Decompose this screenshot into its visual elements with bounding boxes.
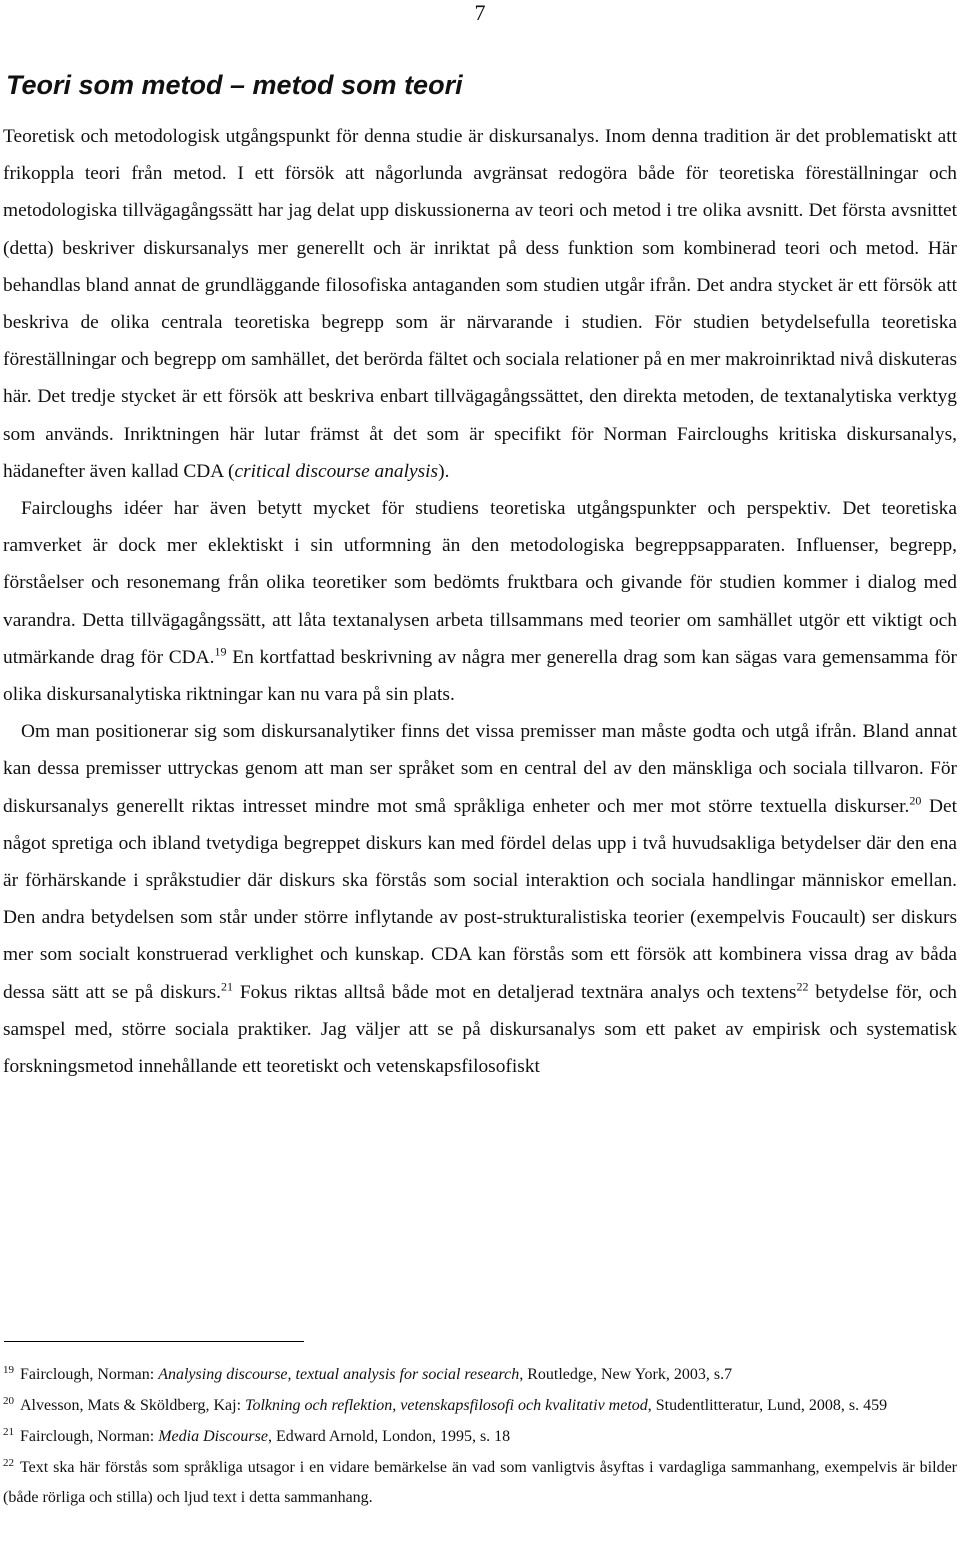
paragraph-2 [3, 490, 957, 713]
paragraph-3-text-2: Det något spretiga och ibland tvetydiga begreppet diskurs kan med fördel delas upp i två huvudsakliga betydelser där den ena är förhärskande i språkstudier där diskurs ska förstås som social interaktion och sociala handlingar människor emellan. Den andra betydelsen som står under större inflytande av post-strukturalistiska teorier (exempelvis Foucault) ser diskurs mer som socialt konstruerad verklighet och kunskap. CDA kan förstås som ett försök att kombinera vissa drag av båda dessa sätt att se på diskurs. [3, 795, 957, 1003]
footnote-ref-21[interactable]: 21 [221, 979, 234, 994]
paragraph-1 [3, 118, 957, 490]
section-heading: Teori som metod – metod som teori [6, 70, 463, 100]
footnote-number: 20 [3, 1394, 14, 1407]
footnote-text: Alvesson, Mats & Sköldberg, Kaj: [20, 1397, 246, 1414]
footnote-number: 19 [3, 1363, 14, 1376]
footnote-text: Fairclough, Norman: [20, 1428, 159, 1445]
footnote-text-end: Routledge, New York, 2003, s.7 [523, 1366, 733, 1383]
body-text [3, 118, 957, 1085]
footnote-20 [3, 1391, 957, 1421]
footnote-22 [3, 1453, 957, 1513]
footnote-title: Media Discourse [158, 1428, 268, 1445]
footnote-ref-20[interactable]: 20 [909, 793, 922, 808]
paragraph-3-text-4: betydelse för, och samspel med, större sociala praktiker. Jag väljer att se på diskursanalys som ett paket av empirisk och systematisk forskningsmetod innehållande ett teoretiskt och vetenskapsfilosofiskt [3, 981, 957, 1078]
footnote-19 [3, 1360, 957, 1390]
footnote-ref-22[interactable]: 22 [796, 979, 809, 994]
footnote-ref-19[interactable]: 19 [214, 644, 227, 659]
paragraph-3-text: Om man positionerar sig som diskursanalytiker finns det vissa premisser man måste godta och utgå ifrån. Bland annat kan dessa premisser uttryckas genom att man ser språket som en central del av den mänskliga och sociala tillvaron. För diskursanalys generellt riktas intresset mindre mot små språkliga enheter och mer mot större textuella diskurser. [3, 721, 957, 817]
paragraph-3 [3, 713, 957, 1085]
footnote-21 [3, 1422, 957, 1452]
footnote-number: 22 [3, 1456, 14, 1469]
page-number: 7 [474, 0, 486, 25]
paragraph-2-text-end: En kortfattad beskrivning av några mer generella drag som kan sägas vara gemensamma för olika diskursanalytiska riktningar kan nu vara på sin plats. [3, 646, 957, 706]
footnote-number: 21 [3, 1425, 14, 1438]
paragraph-1-text: Teoretisk och metodologisk utgångspunkt för denna studie är diskursanalys. Inom denna tradition är det problematiskt att frikoppla teori från metod. I ett försök att någorlunda avgränsat redogöra både för teoretiska föreställningar och metodologiska tillvägagångssätt har jag delat upp diskussionerna av teori och metod i tre olika avsnitt. Det första avsnittet (detta) beskriver diskursanalys mer generellt och är inriktat på dess funktion som kombinerad teori och metod. Här behandlas bland annat de grundläggande filosofiska antaganden som studien utgår ifrån. Det andra stycket är ett försök att beskriva de olika centrala teoretiska begrepp som är närvarande i studien. För studien betydelsefulla teoretiska föreställningar och begrepp om samhället, det berörda fältet och sociala relationer på en mer makroinriktad nivå diskuteras här. Det tredje stycket är ett försök att beskriva enbart tillvägagångssättet, den direkta metoden, de textanalytiska verktyg som används. Inriktningen här lutar främst åt det som är specifikt för Norman Faircloughs kritiska diskursanalys, hädanefter även kallad CDA ( [3, 126, 957, 482]
footnotes [3, 1360, 957, 1514]
footnote-divider [4, 1341, 304, 1342]
paragraph-3-text-3: Fokus riktas alltså både mot en detaljerad textnära analys och textens [233, 981, 797, 1003]
footnote-title: Tolkning och reflektion, vetenskapsfilosofi och kvalitativ metod [245, 1397, 648, 1414]
paragraph-1-text-end: ). [438, 460, 450, 482]
footnote-text: Fairclough, Norman: [20, 1366, 159, 1383]
footnote-text-end: , Studentlitteratur, Lund, 2008, s. 459 [647, 1397, 888, 1414]
cda-term-italic: critical discourse analysis [234, 460, 439, 482]
footnote-title: Analysing discourse, textual analysis for social research, [158, 1366, 524, 1383]
footnote-text-end: , Edward Arnold, London, 1995, s. 18 [267, 1428, 511, 1445]
footnote-text: Text ska här förstås som språkliga utsagor i en vidare bemärkelse än vad som vanligtvis åsyftas i vardagliga sammanhang, exempelvis är bilder (både rörliga och stilla) och ljud text i detta sammanhang. [3, 1459, 957, 1506]
paragraph-2-text: Faircloughs idéer har även betytt mycket för studiens teoretiska utgångspunkter och perspektiv. Det teoretiska ramverket är dock mer eklektiskt i sin utformning än den metodologiska begreppsapparaten. Influenser, begrepp, förståelser och resonemang från olika teoretiker som bedömts fruktbara och givande för studien kommer i dialog med varandra. Detta tillvägagångssätt, att låta textanalysen arbeta tillsammans med teorier om samhället utgör ett viktigt och utmärkande drag för CDA. [3, 498, 957, 668]
